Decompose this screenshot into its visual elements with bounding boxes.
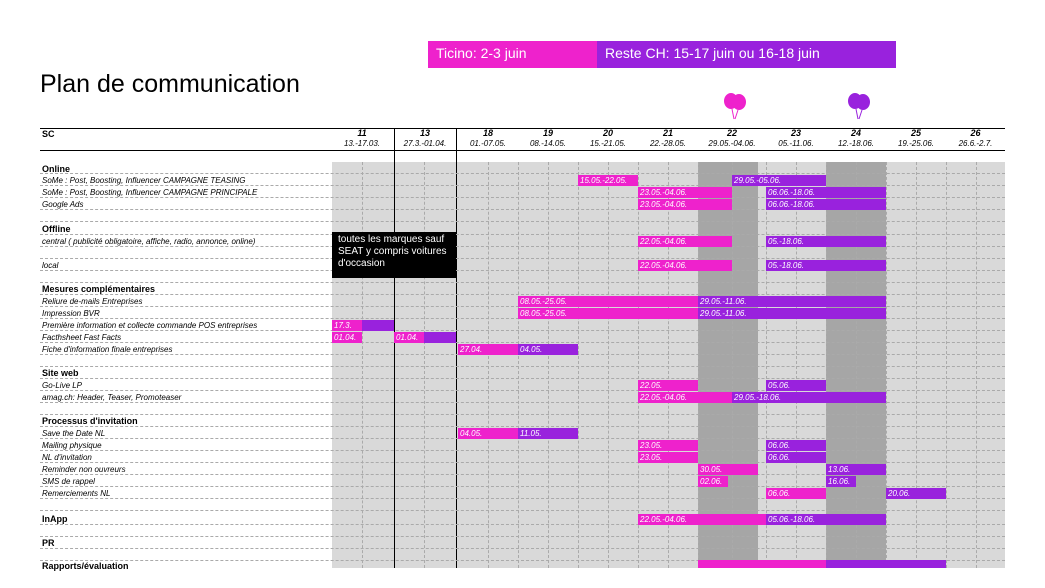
grid-line: [698, 162, 699, 568]
schedule-bar: 27.04.: [458, 344, 518, 355]
week-dates: 26.6.-2.7.: [958, 139, 993, 148]
week-number: 19: [542, 128, 553, 138]
week-dates: 27.3.-01.04.: [403, 139, 447, 148]
grid-line: [40, 486, 1005, 487]
section-online: Online: [42, 164, 71, 174]
schedule-bar: 05.-18.06.: [766, 236, 886, 247]
divider: [40, 150, 1005, 151]
schedule-bar: 22.05.-04.06.: [638, 236, 732, 247]
milestone-line: [456, 128, 457, 568]
row-label: central ( publicité obligatoire, affiche, radio, annonce, online): [42, 237, 256, 246]
schedule-bar: 05.06.: [766, 380, 826, 391]
week-number: 26: [970, 128, 981, 138]
schedule-bar: 06.06.: [766, 488, 826, 499]
week-dates: 29.05.-04.06.: [708, 139, 756, 148]
legend-ticino: Ticino: 2-3 juin: [428, 41, 597, 68]
row-label: SoMe : Post, Boosting, Influencer CAMPAGNE TEASING: [42, 176, 246, 185]
grid-line: [826, 162, 827, 568]
section-processus: Processus d'invitation: [42, 416, 138, 426]
week-22-highlight: [698, 162, 758, 568]
grid-line: [362, 162, 363, 568]
grid-line: [40, 258, 1005, 259]
page-title: Plan de communication: [40, 70, 300, 98]
schedule-bar: 11.05.: [518, 428, 578, 439]
schedule-bar: 29.05.-05.06.: [732, 175, 826, 186]
schedule-bar: 06.06.-18.06.: [766, 199, 886, 210]
balloons-icon: [720, 90, 750, 120]
grid-line: [40, 173, 1005, 174]
row-label: Save the Date NL: [42, 429, 106, 438]
schedule-bar: [424, 332, 456, 343]
section-rapports: Rapports/évaluation: [42, 561, 129, 571]
schedule-bar: 17.3.: [332, 320, 362, 331]
grid-line: [608, 162, 609, 568]
schedule-bar: 29.05.-18.06.: [732, 392, 886, 403]
schedule-bar: 08.05.-25.05.: [518, 308, 698, 319]
grid-line: [766, 162, 767, 568]
schedule-bar: [826, 560, 946, 568]
grid-line: [976, 162, 977, 568]
balloons-icon: [844, 90, 874, 120]
grid-line: [916, 162, 917, 568]
row-label: amag.ch: Header, Teaser, Promoteaser: [42, 393, 182, 402]
row-label: local: [42, 261, 59, 270]
section-site-web: Site web: [42, 368, 79, 378]
schedule-bar: 15.05.-22.05.: [578, 175, 638, 186]
schedule-bar: 08.05.-25.05.: [518, 296, 698, 307]
week-number: 13: [419, 128, 430, 138]
grid-line: [488, 162, 489, 568]
week-dates: 22.-28.05.: [649, 139, 687, 148]
grid-line: [40, 282, 1005, 283]
schedule-bar: 16.06.: [826, 476, 856, 487]
row-label: SoMe : Post, Boosting, Influencer CAMPAGNE PRINCIPALE: [42, 188, 258, 197]
week-dates: 13.-17.03.: [343, 139, 381, 148]
section-offline: Offline: [42, 224, 71, 234]
week-number: 18: [482, 128, 493, 138]
grid-line: [518, 162, 519, 568]
row-label: Première information et collecte commande POS entreprises: [42, 321, 258, 330]
schedule-bar: [698, 560, 826, 568]
row-label: Impression BVR: [42, 309, 100, 318]
grid-line: [40, 498, 1005, 499]
week-dates: 05.-11.06.: [778, 139, 814, 148]
week-dates: 12.-18.06.: [837, 139, 875, 148]
row-label: Facthsheet Fast Facts: [42, 333, 122, 342]
week-number: 21: [662, 128, 673, 138]
schedule-bar: 22.05.-04.06.: [638, 514, 766, 525]
section-inapp: InApp: [42, 514, 68, 524]
schedule-bar: 29.05.-11.06.: [698, 308, 886, 319]
sc-header: SC: [42, 129, 55, 139]
grid-line: [424, 162, 425, 568]
row-label: Go-Live LP: [42, 381, 83, 390]
row-label: Reminder non ouvreurs: [42, 465, 126, 474]
grid-line: [40, 450, 1005, 451]
milestone-line: [394, 128, 395, 568]
grid-line: [796, 162, 797, 568]
week-number: 24: [850, 128, 861, 138]
row-label: Reliure de-mails Entreprises: [42, 297, 143, 306]
grid-line: [638, 162, 639, 568]
grid-line: [668, 162, 669, 568]
legend-reste: Reste CH: 15-17 juin ou 16-18 juin: [597, 41, 896, 68]
grid-line: [40, 426, 1005, 427]
row-label: Google Ads: [42, 200, 84, 209]
grid-line: [40, 234, 1005, 235]
grid-line: [40, 462, 1005, 463]
grid-line: [578, 162, 579, 568]
row-label: Fiche d'information finale entreprises: [42, 345, 173, 354]
schedule-bar: 06.06.-18.06.: [766, 187, 886, 198]
schedule-bar: 04.05.: [458, 428, 518, 439]
schedule-bar: 23.05.-04.06.: [638, 187, 732, 198]
grid-line: [886, 162, 887, 568]
week-number: 22: [726, 128, 737, 138]
schedule-bar: 05.-18.06.: [766, 260, 886, 271]
schedule-bar: 23.05.-04.06.: [638, 199, 732, 210]
schedule-bar: 23.05.: [638, 452, 698, 463]
schedule-bar: 06.06.: [766, 440, 826, 451]
week-dates: 01.-07.05.: [469, 139, 507, 148]
schedule-bar: 22.05.-04.06.: [638, 260, 732, 271]
grid-line: [40, 548, 1005, 549]
week-number: 11: [357, 128, 367, 138]
row-label: NL d'invitation: [42, 453, 92, 462]
week-number: 23: [790, 128, 801, 138]
grid-line: [946, 162, 947, 568]
week-number: 20: [602, 128, 613, 138]
week-dates: 15.-21.05.: [589, 139, 627, 148]
schedule-bar: [362, 320, 394, 331]
schedule-bar: 06.06.: [766, 452, 826, 463]
grid-line: [40, 536, 1005, 537]
schedule-bar: 20.06.: [886, 488, 946, 499]
gantt-grid: [40, 128, 1005, 571]
row-label: Remerciements NL: [42, 489, 111, 498]
schedule-bar: 01.04.: [332, 332, 362, 343]
grid-line: [40, 294, 1005, 295]
schedule-bar: 02.06.: [698, 476, 728, 487]
section-mesures: Mesures complémentaires: [42, 284, 156, 294]
week-dates: 08.-14.05.: [529, 139, 567, 148]
schedule-bar: 30.05.: [698, 464, 758, 475]
section-pr: PR: [42, 538, 55, 548]
schedule-bar: 01.04.: [394, 332, 424, 343]
grid-line: [40, 221, 1005, 222]
week-dates: 19.-25.06.: [897, 139, 935, 148]
grid-line: [40, 378, 1005, 379]
schedule-bar: 04.05.: [518, 344, 578, 355]
schedule-bar: 05.06.-18.06.: [766, 514, 886, 525]
grid-line: [40, 366, 1005, 367]
grid-line: [856, 162, 857, 568]
row-label: SMS de rappel: [42, 477, 95, 486]
grid-line: [40, 414, 1005, 415]
schedule-bar: 23.05.: [638, 440, 698, 451]
row-label: Mailing physique: [42, 441, 102, 450]
schedule-bar: 13.06.: [826, 464, 886, 475]
grid-line: [40, 390, 1005, 391]
grid-line: [732, 162, 733, 568]
grid-line: [40, 510, 1005, 511]
note-box: toutes les marques sauf SEAT y compris voitures d'occasion: [332, 232, 456, 278]
schedule-bar: 22.05.: [638, 380, 698, 391]
week-number: 25: [910, 128, 921, 138]
grid-line: [548, 162, 549, 568]
schedule-bar: 29.05.-11.06.: [698, 296, 886, 307]
schedule-bar: 22.05.-04.06.: [638, 392, 732, 403]
grid-line: [40, 342, 1005, 343]
